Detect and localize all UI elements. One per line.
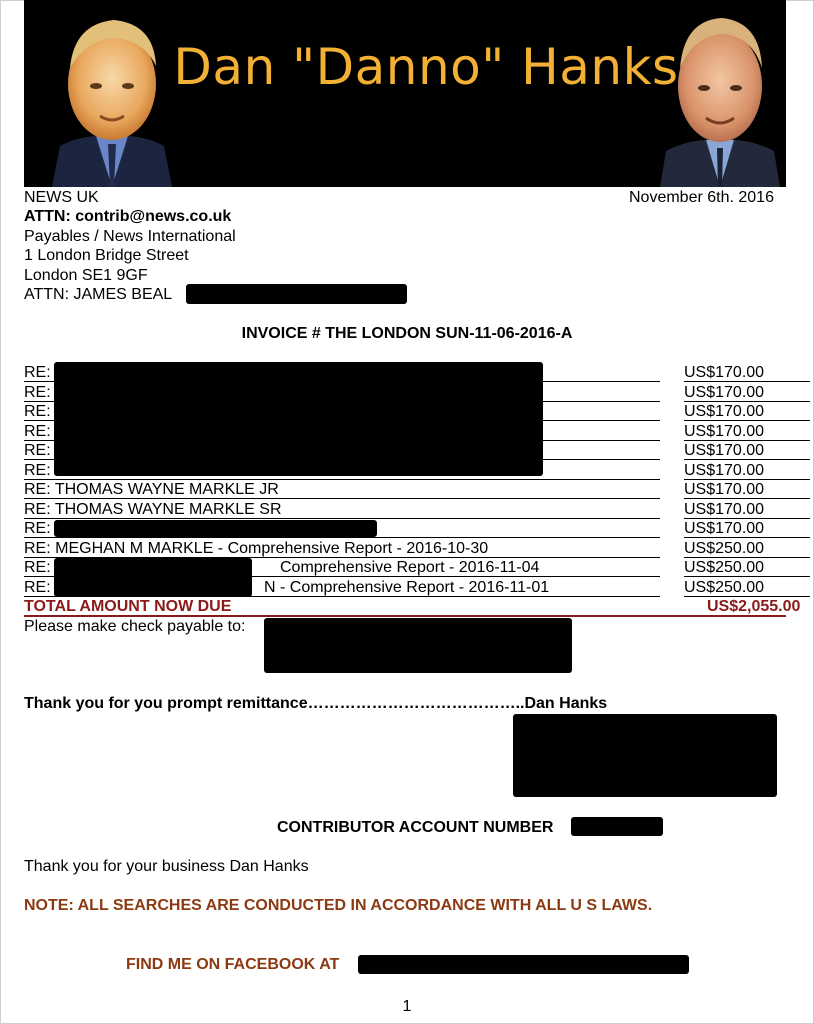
- line-item-re: RE:: [24, 384, 51, 401]
- recipient-street: 1 London Bridge Street: [24, 247, 189, 264]
- invoice-title: INVOICE # THE LONDON SUN-11-06-2016-A: [241, 325, 573, 342]
- recipient-city: London SE1 9GF: [24, 267, 148, 284]
- redaction-block: [54, 558, 252, 597]
- line-item-suffix: N - Comprehensive Report - 2016-11-01: [264, 579, 550, 596]
- line-item-re: RE:: [24, 442, 51, 459]
- line-item-amount: US$170.00: [684, 384, 765, 401]
- line-item-re: RE:: [24, 559, 51, 576]
- recipient-attn-name: ATTN: JAMES BEAL: [24, 286, 173, 303]
- facebook-label: FIND ME ON FACEBOOK AT: [126, 956, 340, 973]
- total-amount: US$2,055.00: [707, 598, 801, 615]
- line-item-re: RE:: [24, 579, 51, 596]
- line-item-re: RE:: [24, 462, 51, 479]
- total-label: TOTAL AMOUNT NOW DUE: [24, 598, 232, 615]
- total-row: [24, 597, 801, 616]
- line-item-re: RE:: [24, 520, 51, 537]
- header-banner: [24, 0, 786, 187]
- thanks-business: Thank you for your business Dan Hanks: [24, 858, 309, 875]
- redaction-block: [358, 955, 689, 974]
- line-item: [24, 539, 786, 558]
- line-item-amount: US$170.00: [684, 423, 765, 440]
- redaction-block: [54, 520, 377, 537]
- invoice-date: November 6th. 2016: [629, 189, 774, 206]
- redaction-block: [571, 817, 663, 836]
- line-item-re: RE:: [24, 403, 51, 420]
- line-item-amount: US$170.00: [684, 501, 765, 518]
- line-item-re: RE:: [24, 423, 51, 440]
- redaction-block: [513, 714, 777, 797]
- line-item-amount: US$250.00: [684, 579, 765, 596]
- line-item-amount: US$170.00: [684, 442, 765, 459]
- redaction-block: [186, 284, 407, 304]
- redaction-block: [264, 618, 572, 673]
- line-item-amount: US$170.00: [684, 462, 765, 479]
- contributor-account-label: CONTRIBUTOR ACCOUNT NUMBER: [277, 819, 554, 836]
- line-item: [24, 500, 786, 519]
- line-item-amount: US$250.00: [684, 540, 765, 557]
- recipient-attn-email: ATTN: contrib@news.co.uk: [24, 208, 232, 225]
- portrait-right: [660, 6, 780, 187]
- redaction-block: [54, 362, 543, 476]
- recipient-company: NEWS UK: [24, 189, 99, 206]
- line-item-re: RE: THOMAS WAYNE MARKLE SR: [24, 501, 282, 518]
- recipient-dept: Payables / News International: [24, 228, 236, 245]
- line-item-amount: US$170.00: [684, 520, 765, 537]
- line-item-re: RE: THOMAS WAYNE MARKLE JR: [24, 481, 279, 498]
- portrait-left: [52, 6, 172, 187]
- line-item-amount: US$170.00: [684, 403, 765, 420]
- payable-to-label: Please make check payable to:: [24, 618, 246, 635]
- page-number: 1: [402, 998, 412, 1015]
- legal-note: NOTE: ALL SEARCHES ARE CONDUCTED IN ACCORDANCE WITH ALL U S LAWS.: [24, 897, 653, 914]
- line-item-suffix: Comprehensive Report - 2016-11-04: [280, 559, 540, 576]
- line-item-amount: US$170.00: [684, 481, 765, 498]
- line-item-re: RE: MEGHAN M MARKLE - Comprehensive Report - 2016-10-30: [24, 540, 489, 557]
- line-item: [24, 480, 786, 499]
- thanks-line: Thank you for you prompt remittance…………………………………..Dan Hanks: [24, 695, 608, 712]
- line-item-amount: US$250.00: [684, 559, 765, 576]
- line-item-amount: US$170.00: [684, 364, 765, 381]
- banner-title: Dan "Danno" Hanks: [173, 38, 679, 96]
- line-item-re: RE:: [24, 364, 51, 381]
